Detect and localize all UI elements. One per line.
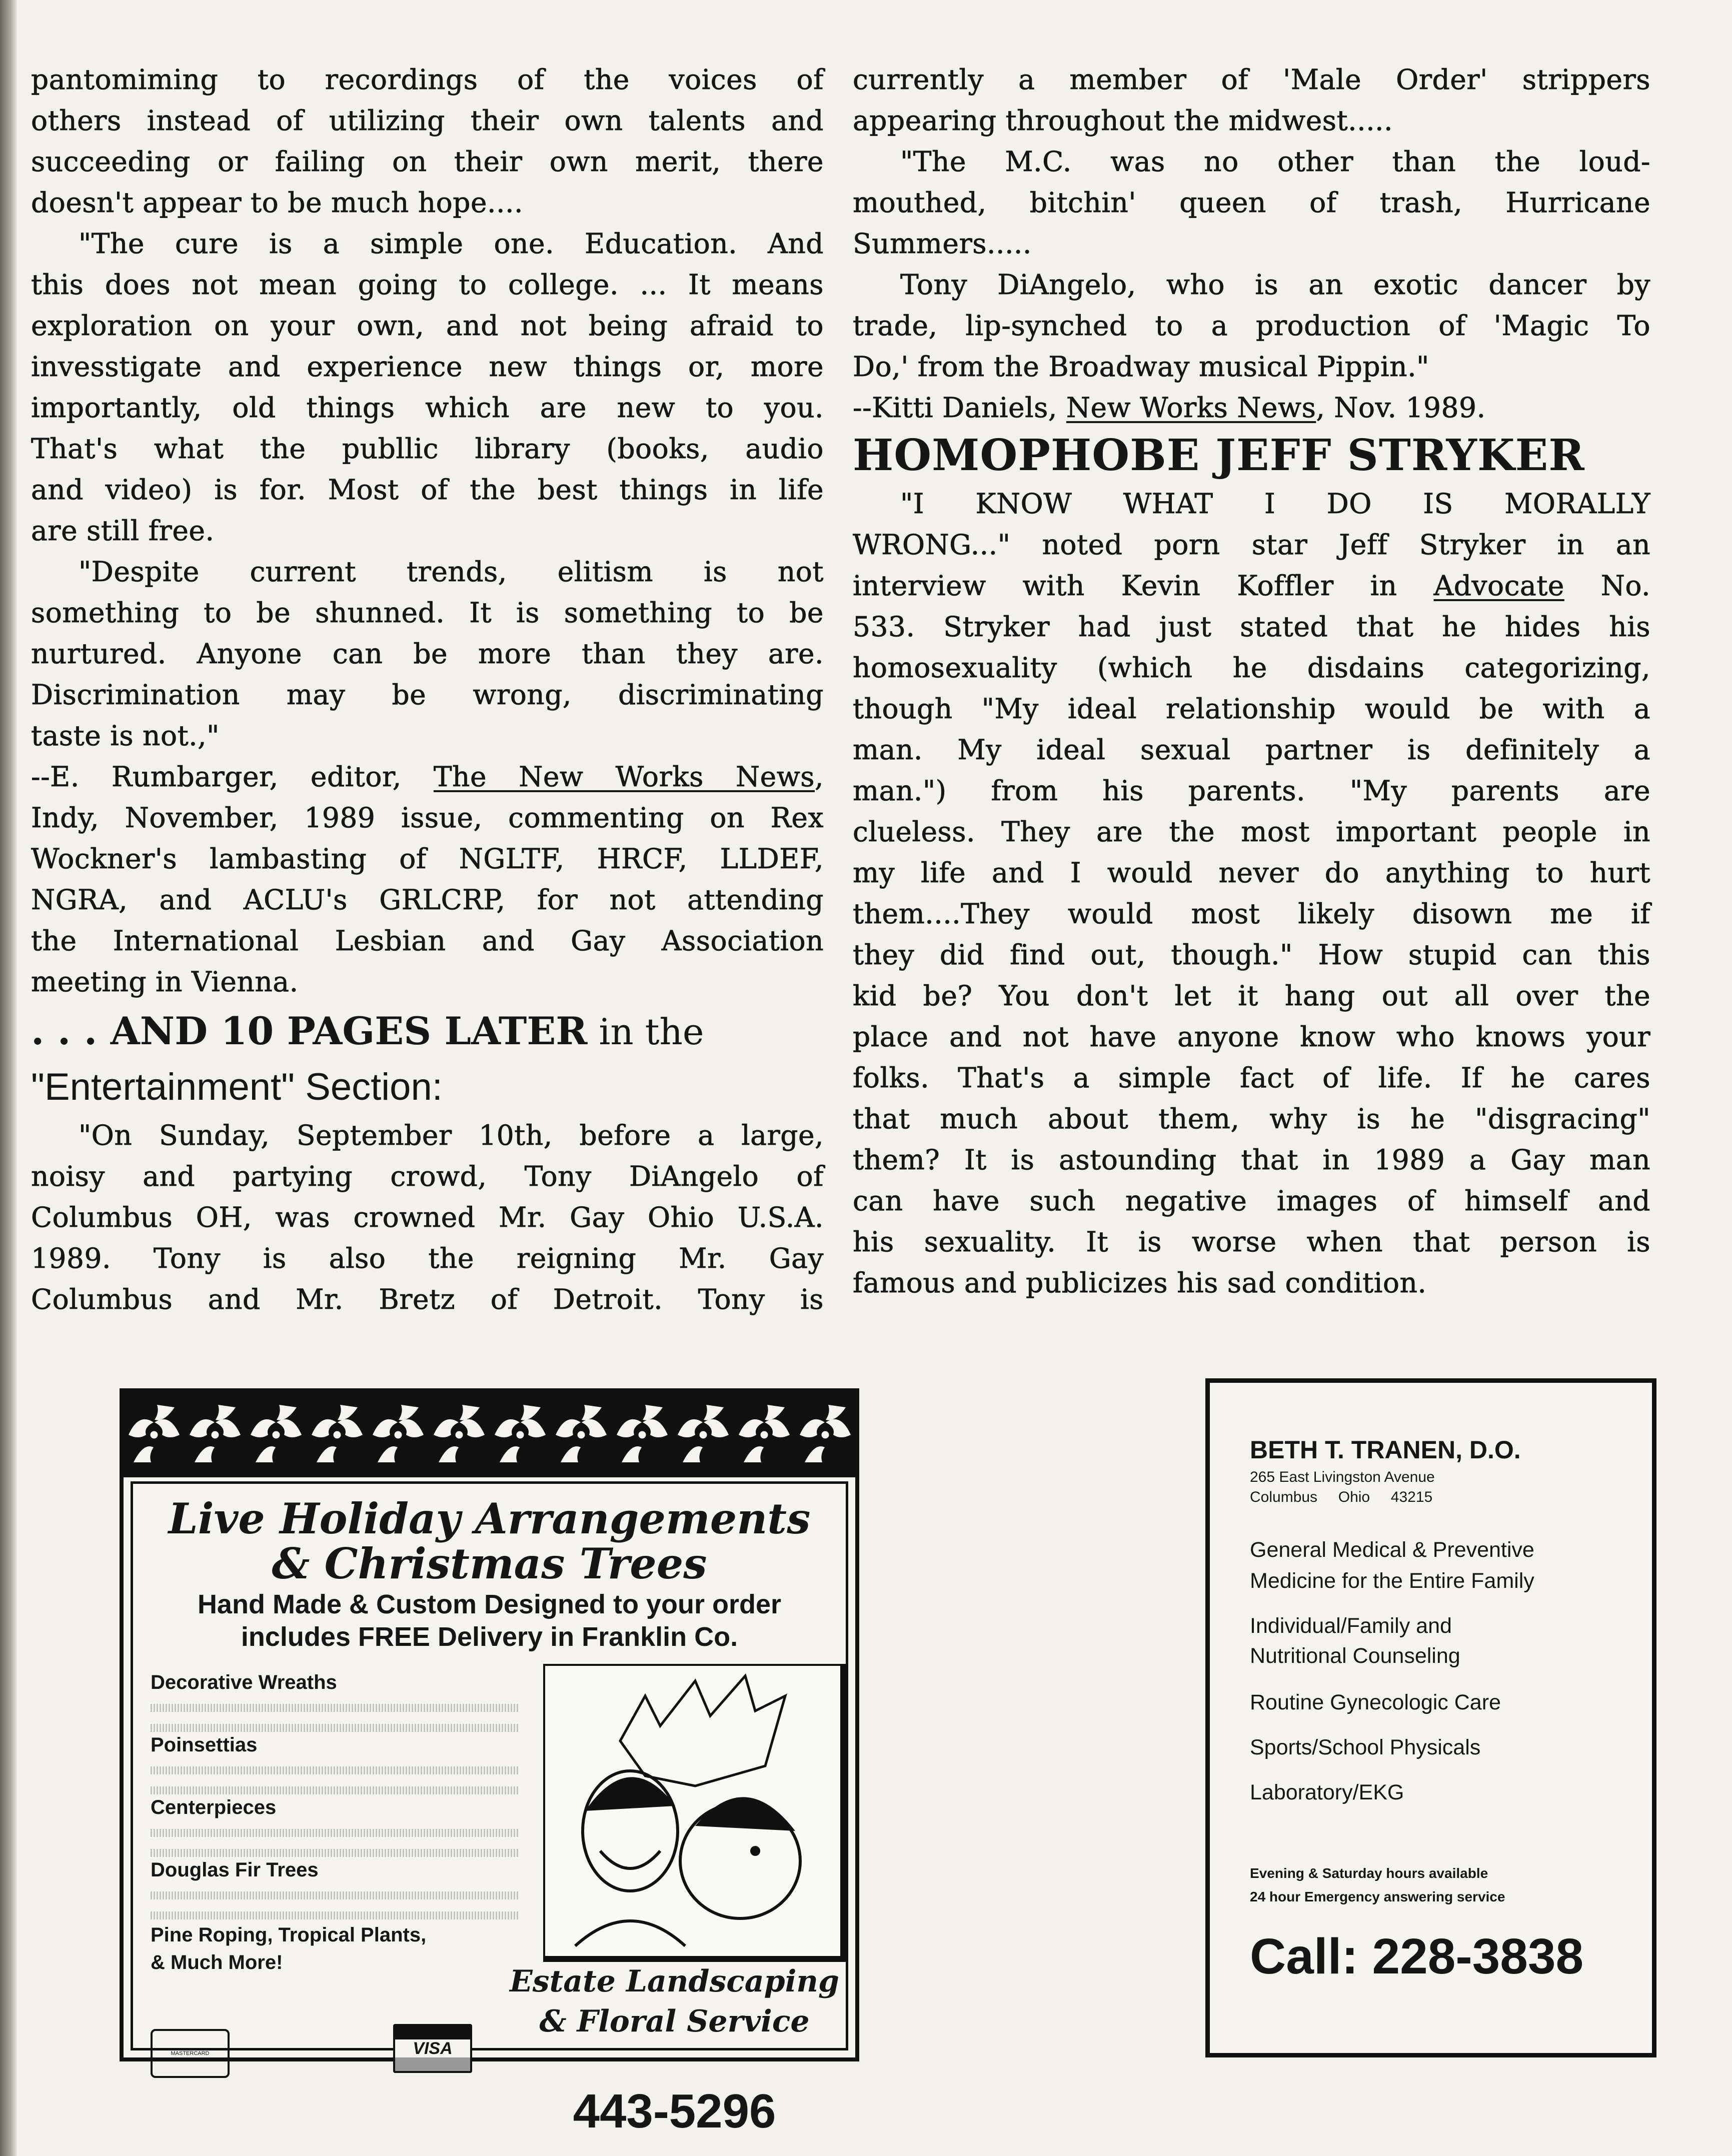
text-line bbox=[31, 100, 824, 141]
text-segment: Wockner's lambasting of NGLTF, HRCF, LLDEF, bbox=[31, 843, 824, 875]
text-line bbox=[853, 893, 1650, 934]
text-segment: kid be? You don't let it hang out all over the bbox=[853, 980, 1650, 1012]
text-segment: WRONG..." noted porn star Jeff Stryker in an bbox=[853, 529, 1650, 561]
text-line bbox=[853, 1057, 1650, 1098]
text-line bbox=[31, 961, 824, 1002]
text-segment: clueless. They are the most important people in bbox=[853, 816, 1650, 848]
text-segment: "The cure is a simple one. Education. And bbox=[79, 228, 824, 260]
company-name-2: & Floral Service bbox=[539, 2004, 810, 2039]
text-segment: famous and publicizes his sad condition. bbox=[853, 1267, 1427, 1299]
paragraph bbox=[853, 59, 1650, 141]
text-line bbox=[31, 264, 824, 305]
halftone-bar bbox=[151, 1911, 518, 1919]
ad-item: Poinsettias bbox=[151, 1734, 258, 1756]
text-segment: his sexuality. It is worse when that person is bbox=[853, 1226, 1650, 1258]
service: Routine Gynecologic Care bbox=[1250, 1690, 1501, 1714]
text-segment: them....They would most likely disown me if bbox=[853, 898, 1650, 930]
text-segment: that much about them, why is he "disgracing" bbox=[853, 1103, 1650, 1135]
service: General Medical & Preventive bbox=[1250, 1538, 1534, 1562]
halftone-bar bbox=[151, 1704, 518, 1712]
text-segment: Columbus OH, was crowned Mr. Gay Ohio U.S.A. bbox=[31, 1201, 824, 1233]
text-segment: --E. Rumbarger, editor, bbox=[31, 761, 434, 793]
address-line: 265 East Livingston Avenue bbox=[1250, 1469, 1435, 1485]
text-line bbox=[853, 100, 1650, 141]
text-line bbox=[31, 592, 824, 633]
hours: 24 hour Emergency answering service bbox=[1250, 1889, 1505, 1904]
ad-item: & Much More! bbox=[151, 1951, 283, 1973]
halftone-bar bbox=[151, 1786, 518, 1794]
text-line bbox=[853, 729, 1650, 770]
text-segment: NGRA, and ACLU's GRLCRP, for not attending bbox=[31, 884, 824, 916]
halftone-bar bbox=[151, 1849, 518, 1857]
text-line bbox=[31, 920, 824, 961]
publication-title: The New Works News bbox=[433, 761, 815, 793]
paragraph bbox=[853, 483, 1650, 1303]
section-subheading: "Entertainment" Section: bbox=[31, 1066, 443, 1108]
text-line bbox=[31, 879, 824, 920]
binding-edge bbox=[0, 0, 17, 2156]
ad-subtitle: Hand Made & Custom Designed to your order bbox=[197, 1589, 782, 1619]
text-line bbox=[31, 182, 824, 223]
text-line bbox=[31, 838, 824, 879]
text-line bbox=[853, 975, 1650, 1016]
text-line bbox=[31, 1238, 824, 1279]
paragraph bbox=[853, 141, 1650, 264]
service: Laboratory/EKG bbox=[1250, 1780, 1404, 1804]
holly-leaves-icon bbox=[124, 1392, 855, 1477]
cartoon-illustration bbox=[543, 1664, 846, 1962]
card-label: VISA bbox=[413, 2039, 453, 2058]
text-segment: this does not mean going to college. ... It means bbox=[31, 269, 824, 301]
text-line bbox=[31, 428, 824, 469]
publication-title: Advocate bbox=[1433, 570, 1564, 602]
service: Nutritional Counseling bbox=[1250, 1644, 1460, 1668]
paragraph bbox=[853, 264, 1650, 387]
text-segment: are still free. bbox=[31, 515, 215, 547]
address-line: Columbus Ohio 43215 bbox=[1250, 1489, 1433, 1505]
text-line bbox=[31, 346, 824, 387]
text-line bbox=[31, 141, 824, 182]
card-label: MASTERCARD bbox=[171, 2050, 210, 2056]
text-segment: trade, lip-synched to a production of 'Magic To bbox=[853, 310, 1650, 342]
holly-border bbox=[124, 1392, 855, 1477]
text-segment: homosexuality (which he disdains categorizing, bbox=[853, 652, 1650, 684]
publication-title: New Works News bbox=[1066, 392, 1316, 424]
text-segment: taste is not.," bbox=[31, 720, 220, 752]
text-segment: --Kitti Daniels, bbox=[853, 392, 1066, 424]
text-segment: something to be shunned. It is something to be bbox=[31, 597, 824, 629]
ad-item: Douglas Fir Trees bbox=[151, 1859, 319, 1881]
doctor-name: BETH T. TRANEN, D.O. bbox=[1250, 1436, 1521, 1464]
text-line bbox=[853, 223, 1650, 264]
estate-landscaping-ad bbox=[120, 1388, 859, 2138]
text-segment: "The M.C. was no other than the loud- bbox=[900, 146, 1650, 178]
text-segment: nurtured. Anyone can be more than they are. bbox=[31, 638, 824, 670]
text-line bbox=[31, 551, 824, 592]
text-line bbox=[31, 1197, 824, 1238]
text-line bbox=[853, 688, 1650, 729]
heading-bold: . . . AND 10 PAGES LATER bbox=[31, 1009, 588, 1053]
visa-logo bbox=[393, 2024, 472, 2073]
text-line bbox=[853, 264, 1650, 305]
text-line bbox=[31, 1279, 824, 1320]
text-line bbox=[853, 524, 1650, 565]
text-line bbox=[853, 59, 1650, 100]
text-segment: , bbox=[815, 761, 824, 793]
phone-number: 443-5296 bbox=[573, 2084, 776, 2138]
ad-title: Live Holiday Arrangements bbox=[168, 1494, 811, 1543]
text-segment: No. bbox=[1564, 570, 1650, 602]
text-segment: pantomiming to recordings of the voices of bbox=[31, 64, 824, 96]
halftone-bar bbox=[151, 1829, 518, 1837]
doctor-ad bbox=[1205, 1378, 1656, 2057]
hours: Evening & Saturday hours available bbox=[1250, 1865, 1488, 1881]
text-segment: That's what the publlic library (books, audio bbox=[31, 433, 824, 465]
text-segment: others instead of utilizing their own talents and bbox=[31, 105, 824, 137]
text-segment: Do,' from the Broadway musical Pippin." bbox=[853, 351, 1429, 383]
text-segment: they did find out, though." How stupid can this bbox=[853, 939, 1650, 971]
text-line bbox=[31, 510, 824, 551]
text-segment: doesn't appear to be much hope.... bbox=[31, 187, 523, 219]
text-line bbox=[31, 756, 824, 797]
text-segment: man. My ideal sexual partner is definitely a bbox=[853, 734, 1650, 766]
right-column bbox=[853, 59, 1650, 1303]
paragraph bbox=[31, 223, 824, 551]
text-line bbox=[853, 141, 1650, 182]
text-line bbox=[853, 305, 1650, 346]
text-segment: 533. Stryker had just stated that he hides his bbox=[853, 611, 1650, 643]
text-line bbox=[853, 606, 1650, 647]
text-segment: mouthed, bitchin' queen of trash, Hurricane bbox=[853, 187, 1650, 219]
text-segment: importantly, old things which are new to you. bbox=[31, 392, 824, 424]
text-line bbox=[31, 1156, 824, 1197]
halftone-bar bbox=[151, 1891, 518, 1899]
text-line bbox=[31, 674, 824, 715]
text-line bbox=[853, 934, 1650, 975]
text-line bbox=[31, 305, 824, 346]
text-line bbox=[31, 223, 824, 264]
service: Medicine for the Entire Family bbox=[1250, 1569, 1534, 1593]
text-line bbox=[853, 852, 1650, 893]
text-segment: succeeding or failing on their own merit, there bbox=[31, 146, 824, 178]
text-line bbox=[853, 1221, 1650, 1262]
paragraph bbox=[31, 551, 824, 756]
mastercard-logo bbox=[151, 2029, 230, 2078]
halftone-bar bbox=[151, 1724, 518, 1732]
left-column bbox=[31, 59, 824, 1320]
text-line bbox=[853, 1016, 1650, 1057]
text-segment: exploration on your own, and not being afraid to bbox=[31, 310, 824, 342]
text-line bbox=[31, 633, 824, 674]
text-line bbox=[853, 182, 1650, 223]
heading-rest: in the bbox=[587, 1011, 704, 1053]
section-heading bbox=[31, 1002, 824, 1060]
cartoon-men-tree-icon bbox=[545, 1666, 832, 1948]
text-segment: place and not have anyone know who knows your bbox=[853, 1021, 1650, 1053]
text-segment: 1989. Tony is also the reigning Mr. Gay bbox=[31, 1242, 824, 1274]
call-number: Call: 228-3838 bbox=[1250, 1928, 1584, 1984]
text-line bbox=[853, 346, 1650, 387]
text-segment: interview with Kevin Koffler in bbox=[853, 570, 1434, 602]
text-segment: man.") from his parents. "My parents are bbox=[853, 775, 1650, 807]
text-line bbox=[853, 387, 1650, 428]
ad-title-2: & Christmas Trees bbox=[272, 1539, 707, 1588]
text-line bbox=[853, 770, 1650, 811]
text-segment: Tony DiAngelo, who is an exotic dancer by bbox=[900, 269, 1650, 301]
company-name: Estate Landscaping bbox=[509, 1964, 840, 1999]
text-line bbox=[31, 1115, 824, 1156]
ad-item: Decorative Wreaths bbox=[151, 1671, 337, 1693]
service: Individual/Family and bbox=[1250, 1614, 1452, 1638]
text-segment: Columbus and Mr. Bretz of Detroit. Tony is bbox=[31, 1283, 824, 1315]
text-segment: "Despite current trends, elitism is not bbox=[79, 556, 824, 588]
text-segment: can have such negative images of himself and bbox=[853, 1185, 1650, 1217]
text-segment: Discrimination may be wrong, discriminating bbox=[31, 679, 824, 711]
text-line bbox=[31, 469, 824, 510]
text-segment: , Nov. 1989. bbox=[1316, 392, 1486, 424]
ad-subtitle-2: includes FREE Delivery in Franklin Co. bbox=[241, 1622, 738, 1652]
text-line bbox=[853, 1180, 1650, 1221]
citation bbox=[31, 756, 824, 1002]
text-segment: currently a member of 'Male Order' strippers bbox=[853, 64, 1650, 96]
text-segment: invesstigate and experience new things or, more bbox=[31, 351, 824, 383]
text-segment: appearing throughout the midwest..... bbox=[853, 105, 1393, 137]
paragraph bbox=[31, 59, 824, 223]
text-segment: Indy, November, 1989 issue, commenting on Rex bbox=[31, 802, 824, 834]
text-line bbox=[853, 1262, 1650, 1303]
text-line bbox=[853, 647, 1650, 688]
text-segment: "On Sunday, September 10th, before a large, bbox=[79, 1119, 824, 1151]
ad-item: Pine Roping, Tropical Plants, bbox=[151, 1924, 427, 1946]
text-segment: folks. That's a simple fact of life. If he cares bbox=[853, 1062, 1650, 1094]
text-line bbox=[853, 1098, 1650, 1139]
service: Sports/School Physicals bbox=[1250, 1735, 1481, 1759]
text-segment: the International Lesbian and Gay Association bbox=[31, 925, 824, 957]
citation bbox=[853, 387, 1650, 428]
text-line bbox=[853, 811, 1650, 852]
text-segment: and video) is for. Most of the best things in life bbox=[31, 474, 824, 506]
paragraph bbox=[31, 1115, 824, 1320]
ad-inner-frame bbox=[131, 1481, 848, 2138]
text-segment: meeting in Vienna. bbox=[31, 966, 299, 998]
text-segment: though "My ideal relationship would be with a bbox=[853, 693, 1650, 725]
text-line bbox=[31, 59, 824, 100]
text-segment: them? It is astounding that in 1989 a Gay man bbox=[853, 1144, 1650, 1176]
text-line bbox=[31, 797, 824, 838]
halftone-bar bbox=[151, 1766, 518, 1774]
text-segment: Summers..... bbox=[853, 228, 1032, 260]
ad-item: Centerpieces bbox=[151, 1796, 277, 1818]
text-line bbox=[853, 483, 1650, 524]
text-segment: my life and I would never do anything to hurt bbox=[853, 857, 1650, 889]
article-heading: HOMOPHOBE JEFF STRYKER bbox=[853, 430, 1585, 481]
text-segment: noisy and partying crowd, Tony DiAngelo of bbox=[31, 1160, 824, 1192]
text-line bbox=[31, 387, 824, 428]
text-line bbox=[853, 1139, 1650, 1180]
text-line bbox=[853, 565, 1650, 606]
text-segment: "I KNOW WHAT I DO IS MORALLY bbox=[900, 488, 1650, 520]
text-line bbox=[31, 715, 824, 756]
